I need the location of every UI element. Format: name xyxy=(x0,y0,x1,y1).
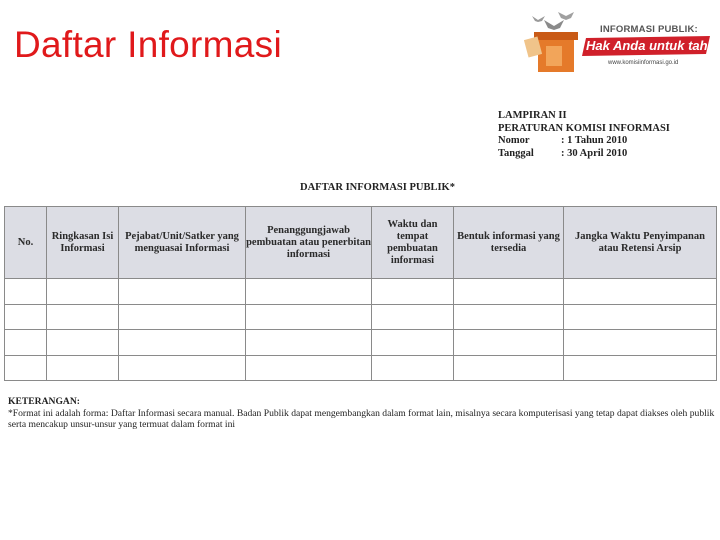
table-row xyxy=(5,330,717,356)
column-header: Penanggungjawab pembuatan atau penerbitan informasi xyxy=(246,207,372,279)
notes-text: *Format ini adalah forma: Daftar Informasi secara manual. Badan Publik dapat mengembangkan dalam format lain, misalnya secara komputerisasi yang tetap dapat diakses oleh publik serta mencakup unsur-unsur yang termuat dalam format ini xyxy=(8,407,715,430)
column-header: No. xyxy=(5,207,47,279)
number-label: Nomor xyxy=(498,135,530,146)
informasi-publik-logo xyxy=(524,8,720,74)
number-row xyxy=(498,135,670,148)
column-header: Pejabat/Unit/Satker yang menguasai Informasi xyxy=(119,207,246,279)
information-table xyxy=(4,206,717,381)
attachment-header xyxy=(498,110,670,160)
document-title: DAFTAR INFORMASI PUBLIK* xyxy=(300,182,455,193)
table-row xyxy=(5,304,717,330)
table-header-row xyxy=(5,207,717,279)
attachment-line: LAMPIRAN II xyxy=(498,110,567,121)
date-value: : 30 April 2010 xyxy=(561,147,628,159)
notes xyxy=(8,396,718,431)
column-header: Ringkasan Isi Informasi xyxy=(47,207,119,279)
logo-url: www.komisiinformasi.go.id xyxy=(608,60,679,66)
logo-slogan: Hak Anda untuk tahu! xyxy=(586,38,720,53)
notes-heading: KETERANGAN: xyxy=(8,396,80,407)
column-header: Waktu dan tempat pembuatan informasi xyxy=(372,207,454,279)
logo-heading: INFORMASI PUBLIK: xyxy=(600,24,698,35)
number-value: : 1 Tahun 2010 xyxy=(561,135,628,146)
table-row xyxy=(5,279,717,305)
column-header: Bentuk informasi yang tersedia xyxy=(454,207,564,279)
date-row xyxy=(498,148,670,161)
date-label: Tanggal xyxy=(498,147,534,159)
column-header: Jangka Waktu Penyimpanan atau Retensi Arsip xyxy=(564,207,717,279)
logo-slogan-band xyxy=(582,36,720,56)
table-row xyxy=(5,355,717,381)
regulation-line: PERATURAN KOMISI INFORMASI xyxy=(498,122,670,134)
slide-title: Daftar Informasi xyxy=(14,24,282,65)
